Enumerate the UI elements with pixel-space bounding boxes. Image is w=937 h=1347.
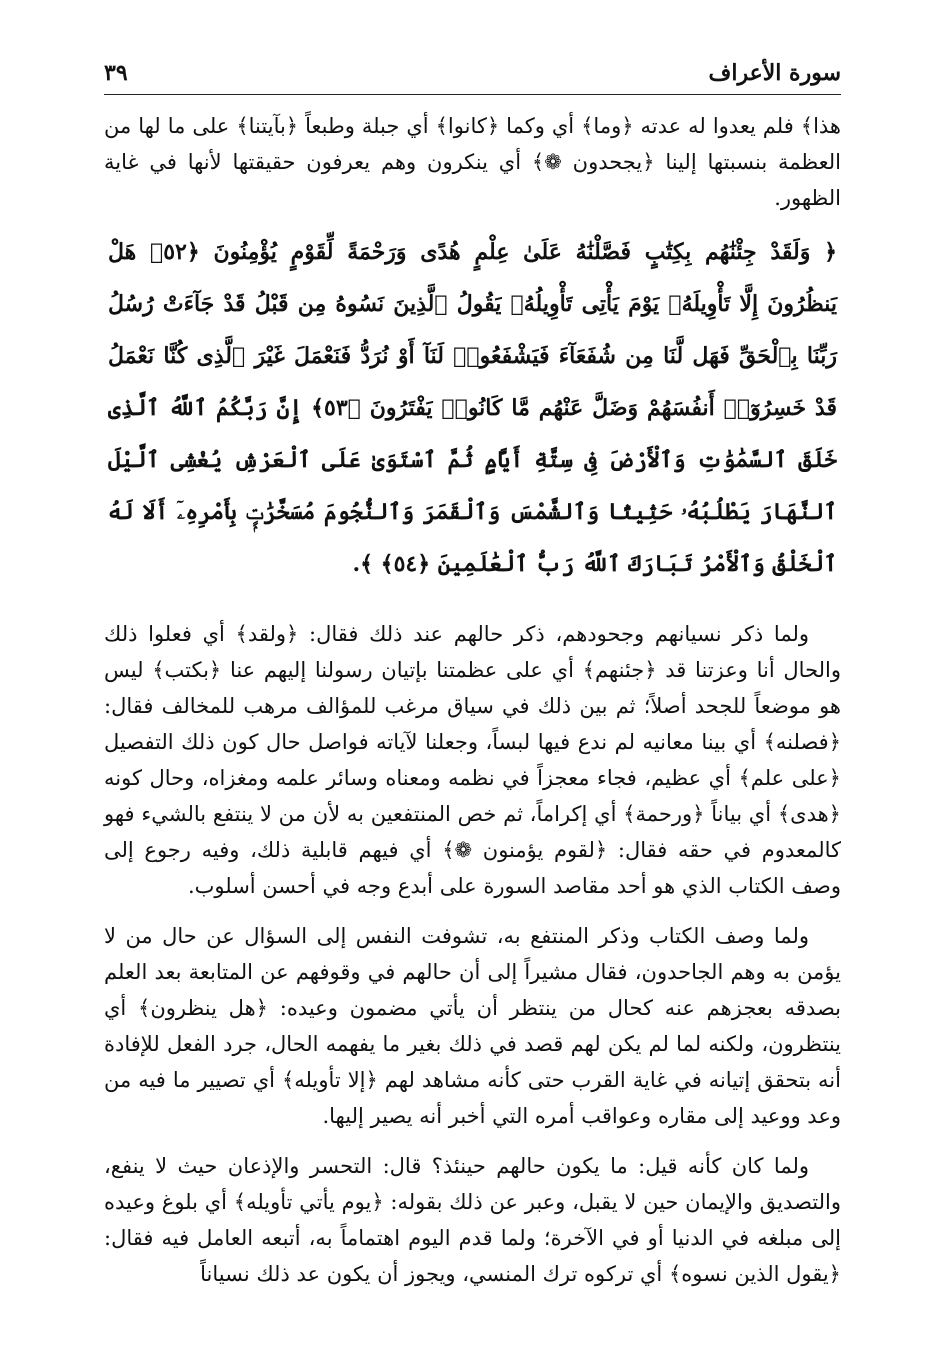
paragraph-4: ولما كان كأنه قيل: ما يكون حالهم حينئذ؟ قال: التحسر والإذعان حيث لا ينفع، والتصديق والإيمان حين لا يقبل، وعبر عن ذلك بقوله: ﴿يوم يأتي تأويله﴾ أي بلوغ وعيده إلى مبلغه في الدنيا أو في الآخرة؛ ولما قدم اليوم اهتماماً به، أتبعه العامل فيه فقال: ﴿يقول الذين نسوه﴾ أي تركوه ترك المنسي، ويجوز أن يكون عد ذلك نسياناً [104, 1154, 842, 1286]
page-body [104, 108, 841, 1292]
surah-title: سورة الأعراف [708, 60, 841, 86]
page-number: ٣٩ [104, 60, 128, 86]
paragraph-2: ولما ذكر نسيانهم وجحودهم، ذكر حالهم عند ذلك فقال: ﴿ولقد﴾ أي فعلوا ذلك والحال أنا وعزتنا قد ﴿جئنهم﴾ أي على عظمتنا بإتيان رسولنا إليهم عنا ﴿بكتب﴾ ليس هو موضعاً للجحد أصلاً؛ ثم بين ذلك في سياق مرغب للمؤالف مرهب للمخالف فقال: ﴿فصلنه﴾ أي بينا معانيه لم ندع فيها لبساً، وجعلنا لآياته فواصل حال كون ذلك التفصيل ﴿على علم﴾ أي عظيم، فجاء معجزاً في نظمه ومعناه وسائر علمه ومغزاه، وحال كونه ﴿هدى﴾ أي بياناً ﴿ورحمة﴾ أي إكراماً، ثم خص المنتفعين به لأن من لا ينتفع بالشيء فهو كالمعدوم في حقه فقال: ﴿لقوم يؤمنون ❁﴾ أي فيهم قابلية ذلك، وفيه رجوع إلى وصف الكتاب الذي هو أحد مقاصد السورة على أبدع وجه في أحسن أسلوب. [104, 622, 841, 898]
page-header [104, 54, 841, 95]
paragraph-3: ولما وصف الكتاب وذكر المنتفع به، تشوفت النفس إلى السؤال عن حال من لا يؤمن به وهم الجاحدون، فقال مشيراً إلى أن حالهم في وقوفهم عن المتابعة بعد العلم بصدقه بعجزهم عنه كحال من ينتظر أن يأتي مضمون وعيده: ﴿هل ينظرون﴾ أي ينتظرون، ولكنه لما لم يكن لهم قصد في ذلك بغير ما يفهمه الحال، جرد الفعل للإفادة أنه بتحقق إتيانه في غاية القرب حتى كأنه مشاهد لهم ﴿إلا تأويله﴾ أي تصيير ما فيه من وعد ووعيد إلى مقاره وعواقب أمره التي أخبر أنه يصير إليها. [104, 924, 841, 1128]
paragraph-1: هذا﴾ فلم يعدوا له عدته ﴿وما﴾ أي وكما ﴿كانوا﴾ أي جبلة وطبعاً ﴿بآيتنا﴾ على ما لها من العظمة بنسبتها إلينا ﴿يجحدون ❁﴾ أي ينكرون وهم يعرفون حقيقتها لأنها في غاية الظهور. [104, 114, 841, 210]
quran-verses: ﴿ وَلَقَدْ جِئْنَٰهُم بِكِتَٰبٍ فَصَّلْنَٰهُ عَلَىٰ عِلْمٍ هُدًى وَرَحْمَةً لِّقَوْمٍ يُؤْمِنُونَ ﴿٥٢﴾ هَلْ يَنظُرُونَ إِلَّا تَأْوِيلَهُۥ يَوْمَ يَأْتِى تَأْوِيلُهُۥ يَقُولُ ٱلَّذِينَ نَسُوهُ مِن قَبْلُ قَدْ جَآءَتْ رُسُلُ رَبِّنَا بِٱلْحَقِّ فَهَل لَّنَا مِن شُفَعَآءَ فَيَشْفَعُوا۟ لَنَآ أَوْ نُرَدُّ فَنَعْمَلَ غَيْرَ ٱلَّذِى كُنَّا نَعْمَلُ قَدْ خَسِرُوٓا۟ أَنفُسَهُمْ وَضَلَّ عَنْهُم مَّا كَانُوا۟ يَفْتَرُونَ ﴿٥٣﴾ إِنَّ رَبَّكُمُ ٱللَّهُ ٱلَّذِى خَلَقَ ٱلسَّمَٰوَٰتِ وَٱلْأَرْضَ فِى سِتَّةِ أَيَّامٍ ثُمَّ ٱسْتَوَىٰ عَلَى ٱلْعَرْشِ يُغْشِى ٱلَّيْلَ ٱلنَّهَارَ يَطْلُبُهُۥ حَثِيثًا وَٱلشَّمْسَ وَٱلْقَمَرَ وَٱلنُّجُومَ مُسَخَّرَٰتٍۭ بِأَمْرِهِۦٓ أَلَا لَهُ ٱلْخَلْقُ وَٱلْأَمْرُ تَبَارَكَ ٱللَّهُ رَبُّ ٱلْعَٰلَمِينَ ﴿٥٤﴾ ﴾. [108, 239, 837, 577]
